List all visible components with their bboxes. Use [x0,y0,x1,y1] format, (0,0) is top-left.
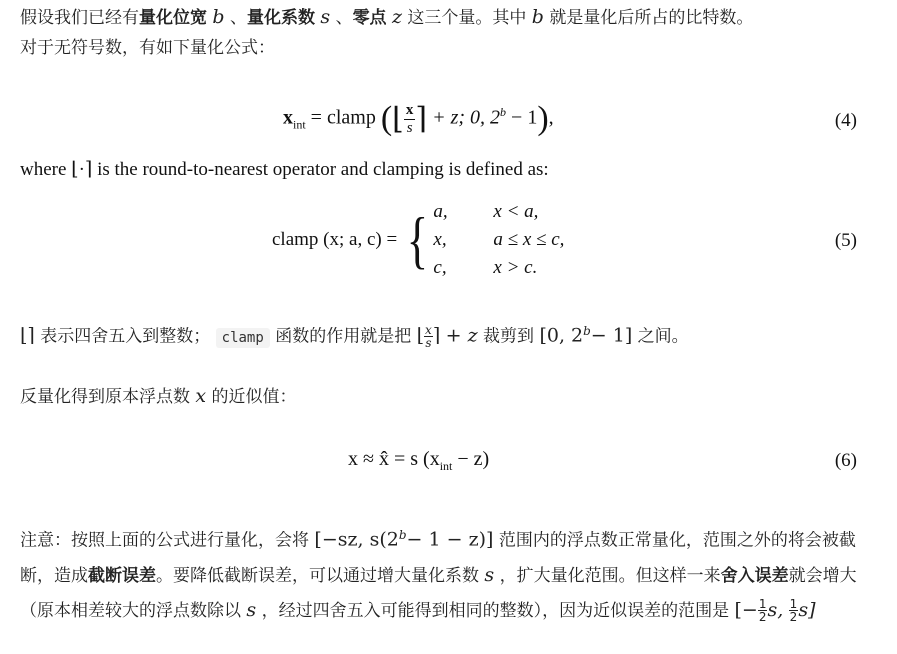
dequant-formula: x ≈ x̂ = s (x [348,448,440,470]
rounding-note: ⌊⌉ 表示四舍五入到整数； clamp 函数的作用就是把 ⌊ $\frac{x}{s}$ ⌉ + z 裁剪到 [0, $2^b- 1$] 之间。 [20,323,689,351]
x-int-symbol: x [283,106,293,129]
var-s: s [484,563,495,586]
half-fraction: $\frac{1}{2}$ [789,597,798,625]
intro-text-3: 就是量化后所占的比特数。 [549,8,754,28]
left-brace: { [406,204,429,275]
note1-text-2: 函数的作用就是把 [275,326,412,347]
int-subscript: int [439,459,453,473]
int-subscript: int [293,117,306,132]
equation-number-4: (4) [834,110,857,131]
equation-4 [0,98,897,148]
note1-text-1: 表示四舍五入到整数； [40,326,211,347]
note2-text-6: ，经过四舍五入可能得到相同的整数），因为近似误差的范围是 [261,600,730,621]
clamp-function: = clamp [310,106,376,129]
clamp-range-tail: − 1] [590,324,633,347]
equation-6 [0,446,897,480]
note2-text-4: ，扩大量化范围。但这样一来 [499,565,721,586]
case-row: a, x < a, [433,201,539,222]
case-row: c, x > c. [433,257,538,278]
note2-text-3: 。要降低截断误差，可以通过增大量化系数 [156,565,479,586]
separator: 、 [229,8,247,28]
clamp-code: clamp [216,328,270,348]
x-over-s: $\frac{x}{s}$ [405,101,414,136]
plus-z: + z [445,324,478,347]
error-range-end: s] [798,598,816,621]
error-range-mid: s, [767,598,784,621]
var-b: b [531,6,544,28]
equation-number-6: (6) [834,450,857,471]
equation-4-args: + z; 0, 2 [432,106,501,129]
equation-4-body: $x_{int}$ = clamp (⌊ $\frac{x}{s}$ ⌉ + z; 0, 2$^b$ − 1), [283,100,554,137]
intro-line-2: 对于无符号数，有如下量化公式： [20,38,275,58]
error-range-open: [− [734,598,758,621]
equation-5-body [272,198,564,282]
intro-text-2: 这三个量。其中 [407,8,527,28]
equation-number-5: (5) [834,230,857,251]
var-b: b [212,6,225,28]
where-text: where ⌊·⌉ is the round-to-nearest operator and clamping is defined as: [20,159,549,180]
error-note: 注意：按照上面的公式进行量化，会将 [−sz, $s(2^b- 1 - z)$] 范围内的浮点数正常量化，范围之外的将会被截断，造成截断误差。要降低截断误差，可以通过增大量化系数 s ，扩大量化范围。但这样一来舍入误差就会增大（原本相差较大的浮点数除以 s ，经过四舍五入可能得到相同的整数），因为近似误差的范围是 [− $\frac{1}{2}$ s, $\frac{1}{2}$ s] [20,528,857,625]
case-row: x, a ≤ x ≤ c, [433,229,565,250]
dequant-formula-tail: − z) [457,448,490,470]
clamp-definition-lhs: clamp (x; a, c) = [272,229,398,250]
dequant-text-1: 反量化得到原本浮点数 [20,387,190,407]
quant-range-tail: − 1 − z)] [406,528,494,551]
b-superscript: b [500,104,507,119]
half-fraction: $\frac{1}{2}$ [758,597,767,625]
var-z: z [391,6,402,28]
dequant-intro [20,381,877,412]
zero-point-term: 零点 [352,8,387,28]
truncation-error-term: 截断误差 [88,565,156,586]
separator: 、 [335,8,353,28]
note1-text-4: 之间。 [637,326,689,347]
intro-text-1: 假设我们已经有 [20,8,139,28]
equation-6-body [348,448,489,474]
note2-text-1: 注意：按照上面的公式进行量化，会将 [20,530,309,551]
minus-one: − 1 [511,106,538,129]
quant-range: [−sz, s(2 [314,528,399,551]
scale-term: 量化系数 [246,8,315,28]
var-s: s [246,598,257,621]
clamp-cases [433,198,564,282]
clamp-range: [0, 2 [539,324,584,347]
rounding-error-term: 舍入误差 [720,565,789,586]
note2-text-5: 就会增大（原本相差较大的浮点数除以 [20,565,857,621]
x-over-s-inline: $\frac{x}{s}$ [425,323,432,351]
note1-text-3: 裁剪到 [483,326,535,347]
round-operator-symbol: ⌊⌉ [20,324,35,347]
bit-width-term: 量化位宽 [139,8,207,28]
note2-text-2: 范围内的浮点数正常量化，范围之外的将会被截断，造成 [20,530,856,586]
dequant-text-2: 的近似值： [211,387,297,407]
equation-5 [0,196,897,286]
var-s: s [320,6,331,28]
var-x: x [195,385,207,407]
intro-paragraph [20,2,877,63]
